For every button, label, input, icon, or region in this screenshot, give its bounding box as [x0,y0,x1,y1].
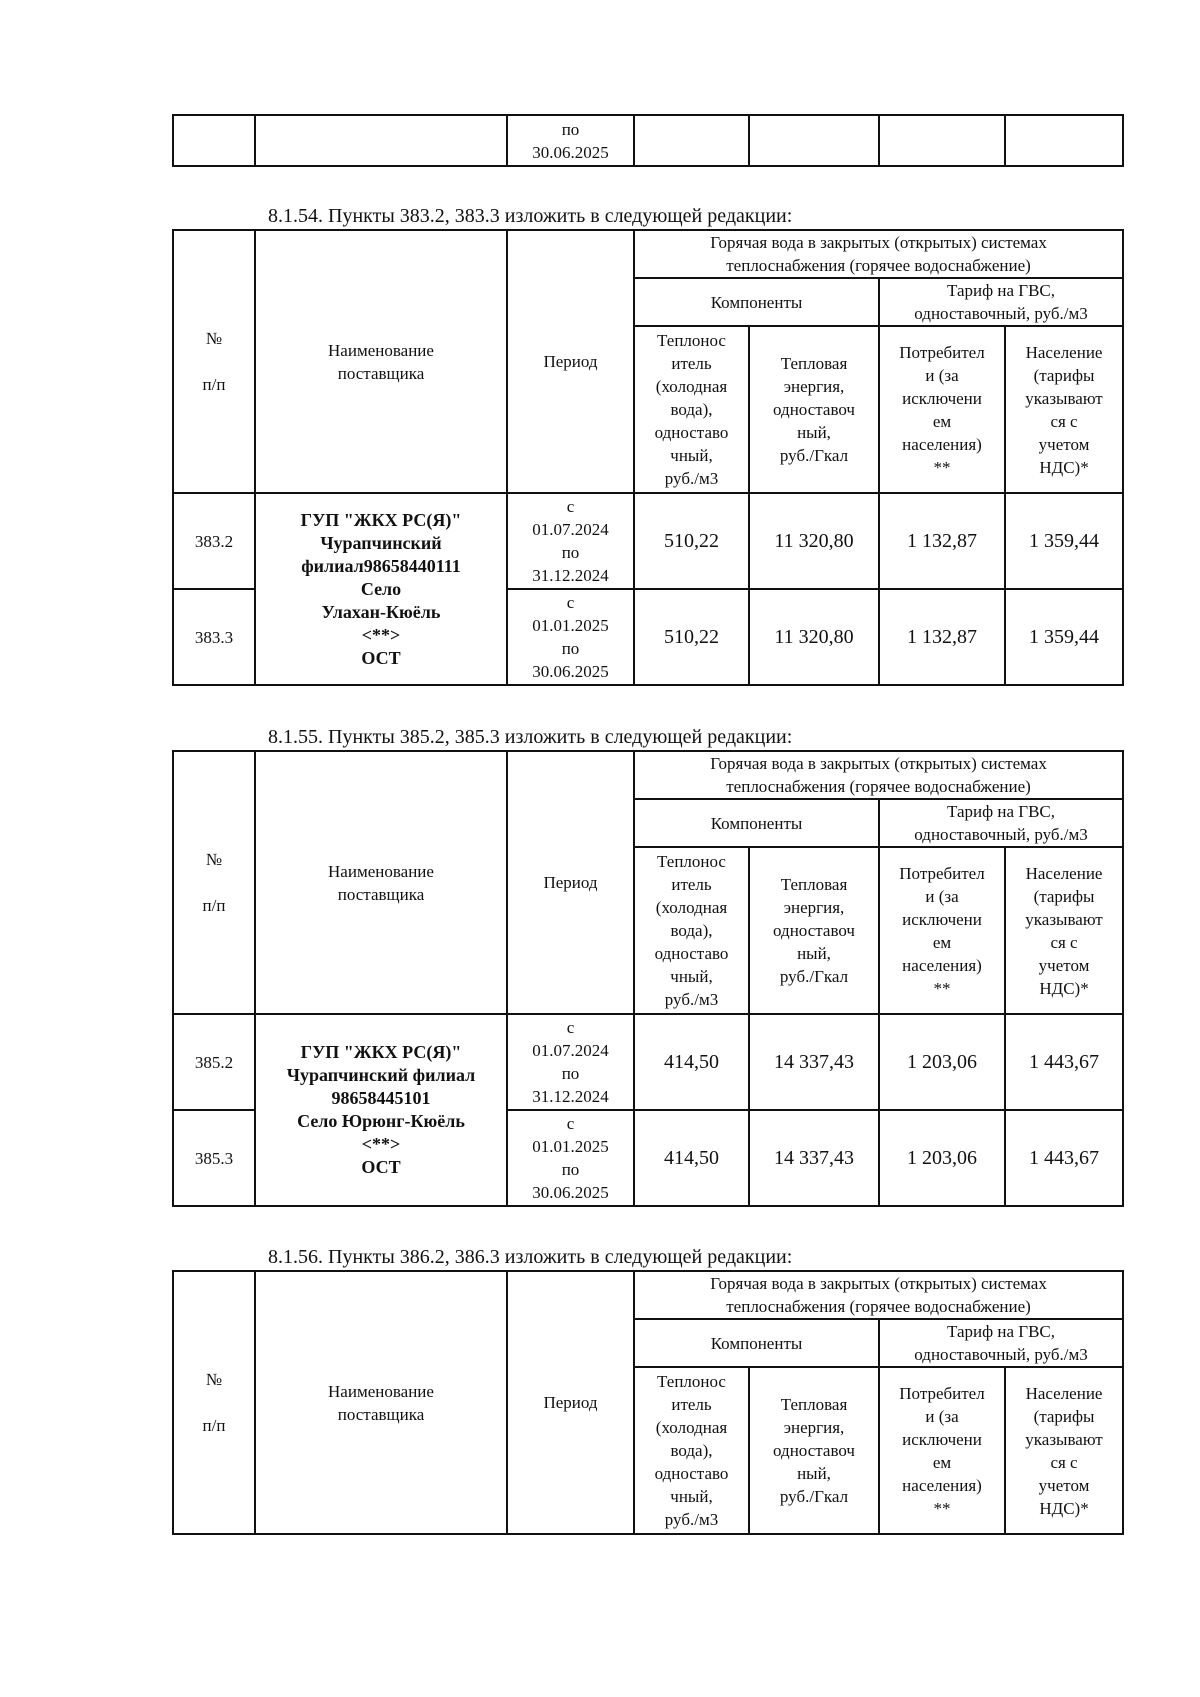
tariff-table-385 [172,750,1124,1207]
header-carrier: Теплонос итель (холодная вода), одноставо чный, руб./м3 [634,326,749,493]
header-consumers: Потребител и (за исключени ем населения) ** [879,1367,1005,1534]
row-period: с 01.07.2024 по 31.12.2024 [507,493,634,589]
cell [879,115,1005,166]
header-energy: Тепловая энергия, одноставоч ный, руб./Гкал [749,1367,879,1534]
header-period: Период [507,751,634,1014]
row-period: с 01.01.2025 по 30.06.2025 [507,1110,634,1206]
carrier-value: 510,22 [634,493,749,589]
carrier-value: 510,22 [634,589,749,685]
population-value: 1 443,67 [1005,1110,1123,1206]
period-cell: по 30.06.2025 [507,115,634,166]
carrier-value: 414,50 [634,1014,749,1110]
energy-value: 11 320,80 [749,589,879,685]
header-tariff: Тариф на ГВС, одноставочный, руб./м3 [879,799,1123,847]
population-value: 1 359,44 [1005,493,1123,589]
header-group: Горячая вода в закрытых (открытых) системах теплоснабжения (горячее водоснабжение) [634,751,1123,799]
row-num: 385.2 [173,1014,255,1110]
tariff-table-383 [172,229,1124,686]
prev-table-fragment [172,114,1124,167]
tariff-table-386 [172,1270,1124,1535]
header-supplier: Наименование поставщика [255,751,507,1014]
header-consumers: Потребител и (за исключени ем населения) ** [879,847,1005,1014]
cell [173,115,255,166]
cell [634,115,749,166]
row-num: 383.3 [173,589,255,685]
header-carrier: Теплонос итель (холодная вода), одноставо чный, руб./м3 [634,847,749,1014]
header-tariff: Тариф на ГВС, одноставочный, руб./м3 [879,278,1123,326]
section-heading: 8.1.55. Пункты 385.2, 385.3 изложить в следующей редакции: [268,726,793,748]
header-period: Период [507,230,634,493]
header-consumers: Потребител и (за исключени ем населения) ** [879,326,1005,493]
cell [255,115,507,166]
header-num: № п/п [173,230,255,493]
consumers-value: 1 203,06 [879,1014,1005,1110]
header-components: Компоненты [634,1319,879,1367]
header-num: № п/п [173,1271,255,1534]
supplier-name: ГУП "ЖКХ РС(Я)" Чурапчинский филиал 98658445101 Село Юрюнг-Кюёль <**> ОСТ [255,1014,507,1206]
row-period: с 01.07.2024 по 31.12.2024 [507,1014,634,1110]
energy-value: 14 337,43 [749,1014,879,1110]
header-components: Компоненты [634,799,879,847]
header-supplier: Наименование поставщика [255,1271,507,1534]
supplier-name: ГУП "ЖКХ РС(Я)" Чурапчинский филиал98658440111 Село Улахан-Кюёль <**> ОСТ [255,493,507,685]
cell [1005,115,1123,166]
energy-value: 14 337,43 [749,1110,879,1206]
row-num: 383.2 [173,493,255,589]
carrier-value: 414,50 [634,1110,749,1206]
consumers-value: 1 132,87 [879,589,1005,685]
header-energy: Тепловая энергия, одноставоч ный, руб./Гкал [749,847,879,1014]
header-energy: Тепловая энергия, одноставоч ный, руб./Гкал [749,326,879,493]
header-population: Население (тарифы указывают ся с учетом НДС)* [1005,847,1123,1014]
header-group: Горячая вода в закрытых (открытых) системах теплоснабжения (горячее водоснабжение) [634,1271,1123,1319]
header-period: Период [507,1271,634,1534]
header-carrier: Теплонос итель (холодная вода), одноставо чный, руб./м3 [634,1367,749,1534]
header-population: Население (тарифы указывают ся с учетом НДС)* [1005,326,1123,493]
header-tariff: Тариф на ГВС, одноставочный, руб./м3 [879,1319,1123,1367]
row-period: с 01.01.2025 по 30.06.2025 [507,589,634,685]
header-components: Компоненты [634,278,879,326]
consumers-value: 1 132,87 [879,493,1005,589]
population-value: 1 443,67 [1005,1014,1123,1110]
section-heading: 8.1.54. Пункты 383.2, 383.3 изложить в следующей редакции: [268,205,793,227]
cell [749,115,879,166]
header-population: Население (тарифы указывают ся с учетом НДС)* [1005,1367,1123,1534]
consumers-value: 1 203,06 [879,1110,1005,1206]
energy-value: 11 320,80 [749,493,879,589]
population-value: 1 359,44 [1005,589,1123,685]
header-supplier: Наименование поставщика [255,230,507,493]
row-num: 385.3 [173,1110,255,1206]
section-heading: 8.1.56. Пункты 386.2, 386.3 изложить в следующей редакции: [268,1246,793,1268]
header-num: № п/п [173,751,255,1014]
header-group: Горячая вода в закрытых (открытых) системах теплоснабжения (горячее водоснабжение) [634,230,1123,278]
